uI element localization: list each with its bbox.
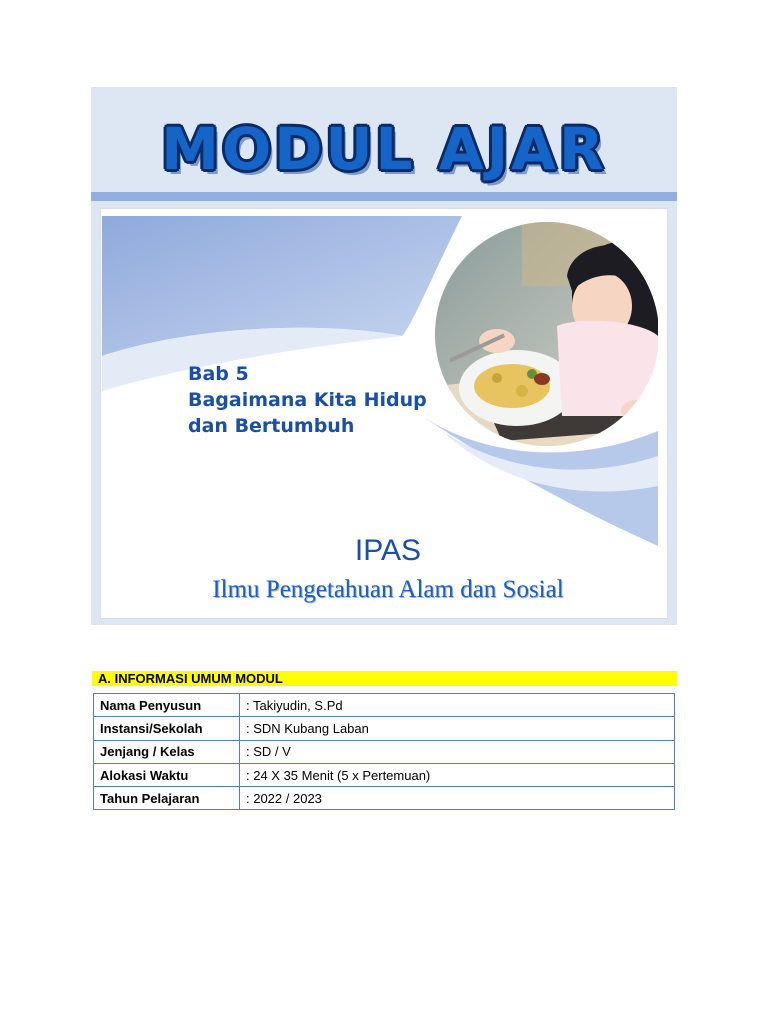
row-key: Jenjang / Kelas [94,740,240,763]
row-value: : SD / V [240,740,675,763]
subject-full-name: Ilmu Pengetahuan Alam dan Sosial [212,576,564,603]
table-row [94,740,675,763]
row-key: Instansi/Sekolah [94,717,240,740]
row-value: : SDN Kubang Laban [240,717,675,740]
subject-label: IPAS [354,534,422,567]
table-row [94,694,675,717]
chapter-title-line-2: dan Bertumbuh [188,415,355,437]
row-key: Tahun Pelajaran [94,787,240,810]
chapter-title-line-1: Bagaimana Kita Hidup [188,389,427,411]
section-a-heading: A. INFORMASI UMUM MODUL [92,671,677,686]
table-row [94,763,675,786]
table-row [94,717,675,740]
row-key: Alokasi Waktu [94,763,240,786]
cover-slide [102,216,658,613]
general-info-table [93,693,675,810]
row-value: : 24 X 35 Menit (5 x Pertemuan) [240,763,675,786]
row-value: : 2022 / 2023 [240,787,675,810]
cover-title: MODUL AJAR [161,115,607,183]
chapter-heading [188,361,427,439]
cover-divider-band [91,192,677,201]
chapter-number: Bab 5 [188,363,249,385]
row-key: Nama Penyusun [94,694,240,717]
row-value: : Takiyudin, S.Pd [240,694,675,717]
table-row [94,787,675,810]
